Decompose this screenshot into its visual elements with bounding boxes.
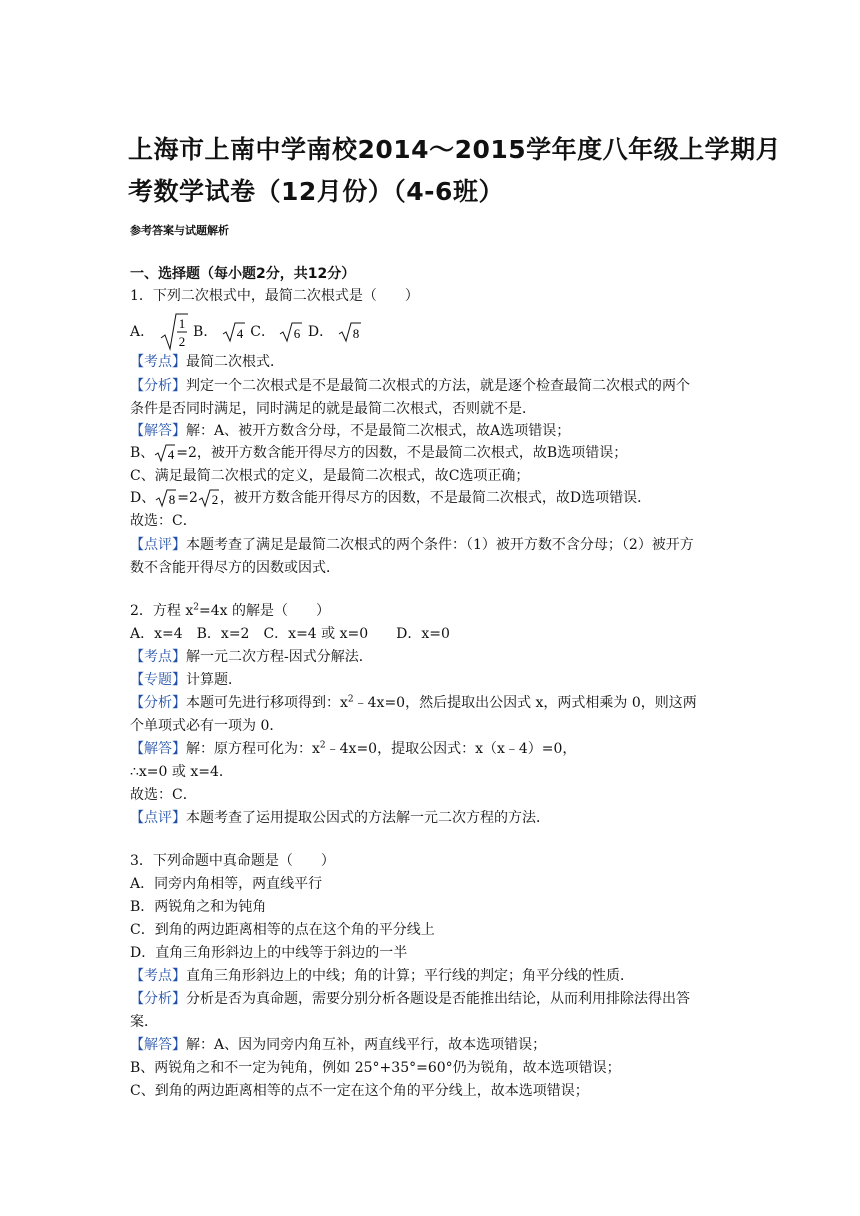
q2-kaodian: 【考点】解一元二次方程-因式分解法．: [130, 649, 373, 665]
q1-jieda-d-radical-2: [198, 488, 220, 508]
q1-stem: 1．下列二次根式中，最简二次根式是（ ）: [130, 288, 419, 304]
q1-jieda-d-radical-1: [155, 488, 177, 508]
q2-options: A．x=4 B．x=2 C．x=4 或 x=0 D．x=0: [130, 626, 450, 642]
q2-fenxi: 【分析】本题可先进行移项得到：$x^2﹣4x=0$，然后提取出公因式 x，两式相乘为 0，则这两: [130, 694, 697, 711]
q2-fenxi-cont: 个单项式必有一项为 0．: [130, 718, 284, 734]
q3-fenxi-cont: 案．: [130, 1014, 158, 1030]
q3-option-c: C．到角的两边距离相等的点在这个角的平分线上: [130, 922, 435, 938]
section-heading: 一、选择题（每小题2分，共12分）: [130, 266, 356, 282]
q1-jieda-b-radical: [154, 443, 176, 463]
q2-zhuanti: 【专题】计算题．: [130, 672, 242, 688]
q3-kaodian: 【考点】直角三角形斜边上的中线；角的计算；平行线的判定；角平分线的性质．: [130, 968, 634, 984]
svg-text:8: 8: [168, 492, 176, 507]
q3-jieda-c: C、到角的两边距离相等的点不一定在这个角的平分线上，故本选项错误；: [130, 1083, 589, 1099]
q1-answer: 故选：C．: [130, 513, 197, 529]
q1-option-a-radical: [159, 312, 189, 352]
q1-options: [130, 312, 362, 352]
subtitle: 参考答案与试题解析: [130, 224, 229, 237]
q1-label-c: C．: [250, 324, 275, 340]
q2-therefore: ∴x=0 或 x=4．: [130, 764, 233, 780]
q1-jieda-b: B、 4 =2，被开方数含能开得尽方的因数，不是最简二次根式，故B选项错误；: [130, 445, 628, 462]
q1-frac-den: 2: [178, 334, 185, 349]
svg-text:2: 2: [211, 492, 219, 507]
q1-label-d: D．: [307, 324, 334, 340]
q1-fenxi-cont: 条件是否同时满足，同时满足的就是最简二次根式，否则就不是．: [130, 401, 536, 417]
q1-dianping: 【点评】本题考查了满足是最简二次根式的两个条件：（1）被开方数不含分母；（2）被开方: [130, 537, 694, 553]
q1-option-b-radical: [222, 321, 246, 343]
tag-dianping: 【点评】: [130, 537, 186, 553]
q3-jieda: 【解答】解：A、因为同旁内角互补，两直线平行，故本选项错误；: [130, 1037, 547, 1053]
q1-jieda: 【解答】解：A、被开方数含分母，不是最简二次根式，故A选项错误；: [130, 423, 571, 439]
title-line-1: 上海市上南中学南校2014～2015学年度八年级上学期月: [128, 135, 782, 164]
q1-kaodian: 【考点】最简二次根式．: [130, 354, 284, 370]
q1-rad-d: 8: [352, 326, 359, 341]
q1-rad-c: 6: [294, 326, 301, 341]
q1-jieda-d: D、 8 =2 2 ，被开方数含能开得尽方的因数，不是最简二次根式，故D选项错误．: [130, 490, 652, 507]
q1-option-c-radical: [279, 321, 303, 343]
q1-label-b: B．: [193, 324, 218, 340]
q3-option-b: B．两锐角之和为钝角: [130, 899, 267, 915]
q1-jieda-c: C、满足最简二次根式的定义，是最简二次根式，故C选项正确；: [130, 468, 530, 484]
title-line-2: 考数学试卷（12月份）（4-6班）: [128, 177, 504, 206]
q1-fenxi: 【分析】判定一个二次根式是不是最简二次根式的方法，就是逐个检查最简二次根式的两个: [130, 378, 690, 394]
q2-stem: 2．方程 $x^2=4x$ 的解是（ ）: [130, 602, 330, 619]
q2-jieda: 【解答】解：原方程可化为：$x^2﹣4x=0$，提取公因式：x（x﹣4）=0，: [130, 740, 577, 757]
q1-frac-num: 1: [178, 316, 185, 331]
q1-option-d-radical: [338, 321, 362, 343]
q1-dianping-cont: 数不含能开得尽方的因数或因式．: [130, 560, 340, 576]
q3-fenxi: 【分析】分析是否为真命题，需要分别分析各题设是否能推出结论，从而利用排除法得出答: [130, 991, 690, 1007]
q2-answer: 故选：C．: [130, 787, 197, 803]
q3-jieda-b: B、两锐角之和不一定为钝角，例如 25°+35°=60°仍为锐角，故本选项错误；: [130, 1060, 621, 1076]
q2-dianping: 【点评】本题考查了运用提取公因式的方法解一元二次方程的方法．: [130, 810, 550, 826]
q1-rad-b: 4: [236, 326, 244, 341]
q3-option-d: D．直角三角形斜边上的中线等于斜边的一半: [130, 945, 408, 961]
svg-text:4: 4: [168, 447, 175, 462]
q3-stem: 3．下列命题中真命题是（ ）: [130, 853, 335, 869]
q1-label-a: A．: [130, 324, 155, 340]
tag-fenxi: 【分析】: [130, 378, 186, 394]
tag-kaodian: 【考点】: [130, 354, 186, 370]
tag-jieda: 【解答】: [130, 423, 186, 439]
tag-zhuanti: 【专题】: [130, 672, 186, 688]
q3-option-a: A．同旁内角相等，两直线平行: [130, 876, 323, 892]
